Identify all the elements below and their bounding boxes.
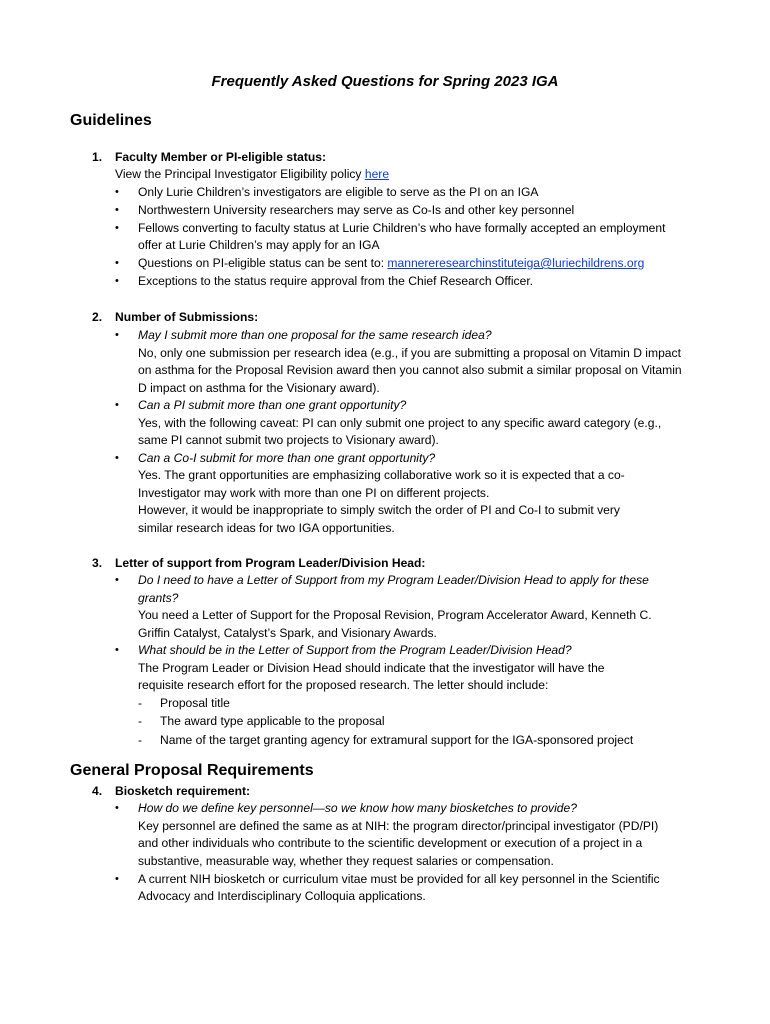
s3-answer-1-line-2: Griffin Catalyst, Catalyst’s Spark, and Visionary Awards. [138,626,437,640]
s1-bullet-1: Only Lurie Children’s investigators are eligible to serve as the PI on an IGA [138,185,539,199]
section-3-number: 3. [92,556,103,570]
s3-list-item-2: The award type applicable to the proposal [160,714,385,728]
bullet: • [115,275,119,287]
section-1-number: 1. [92,150,103,164]
s2-answer-1-line-1: No, only one submission per research idea (e.g., if you are submitting a proposal on Vitamin D impact [138,346,681,360]
s2-answer-1-line-2: on asthma for the Proposal Revision award then you cannot also submit a similar proposal on Vitamin [138,363,682,377]
eligibility-email-link[interactable]: mannereresearchinstituteiga@luriechildrens.org [387,256,645,270]
s3-question-2: What should be in the Letter of Support from the Program Leader/Division Head? [138,643,572,657]
document-title: Frequently Asked Questions for Spring 2023 IGA [211,73,559,90]
dash-marker: - [138,714,143,728]
section-3-label: Letter of support from Program Leader/Division Head: [115,556,426,570]
s2-question-1: May I submit more than one proposal for the same research idea? [138,328,492,342]
general-requirements-heading: General Proposal Requirements [70,762,314,779]
s2-answer-2-line-2: same PI cannot submit two projects to Visionary award). [138,433,439,447]
s2-answer-1-line-3: D impact on asthma for the Visionary award). [138,381,380,395]
dash-marker: - [138,696,143,710]
s2-answer-2-line-1: Yes, with the following caveat: PI can only submit one project to any specific award category (e.g., [138,416,662,430]
section-1-label: Faculty Member or PI-eligible status: [115,150,327,164]
section-1-intro [115,166,389,184]
bullet: • [115,329,119,341]
s4-question-1: How do we define key personnel—so we know how many biosketches to provide? [138,801,577,815]
bullet: • [115,644,119,656]
section-4-label: Biosketch requirement: [115,784,251,798]
section-2-number: 2. [92,310,103,324]
s3-list-item-1: Proposal title [160,696,230,710]
s3-answer-1-line-1: You need a Letter of Support for the Proposal Revision, Program Accelerator Award, Kenneth C. [138,608,652,622]
bullet: • [115,204,119,216]
s3-list-item-3: Name of the target granting agency for extramural support for the IGA-sponsored project [160,733,634,747]
s1-bullet-3-line-2: offer at Lurie Children’s may apply for an IGA [138,238,380,252]
bullet: • [115,399,119,411]
section-2-label: Number of Submissions: [115,310,259,324]
s4-bullet-2-line-2: Advocacy and Interdisciplinary Colloquia applications. [138,889,426,903]
bullet: • [115,222,119,234]
bullet: • [115,257,119,269]
bullet: • [115,452,119,464]
s2-question-2: Can a PI submit more than one grant opportunity? [138,398,407,412]
s4-answer-1-line-2: and other individuals who contribute to the scientific development or execution of a project in a [138,836,643,850]
s1-bullet-2: Northwestern University researchers may serve as Co-Is and other key personnel [138,203,575,217]
bullet: • [115,574,119,586]
guidelines-heading: Guidelines [70,112,152,129]
bullet: • [115,802,119,814]
s4-bullet-2-line-1: A current NIH biosketch or curriculum vitae must be provided for all key personnel in the Scientific [138,872,660,886]
dash-marker: - [138,733,143,747]
s2-question-3: Can a Co-I submit for more than one grant opportunity? [138,451,436,465]
s2-answer-3-line-1: Yes. The grant opportunities are emphasizing collaborative work so it is expected that a co- [138,468,625,482]
s3-question-1-line-2: grants? [138,591,179,605]
s1-bullet-4-text: Questions on PI-eligible status can be sent to: [138,256,388,270]
s3-question-1-line-1: Do I need to have a Letter of Support from my Program Leader/Division Head to apply for these [138,573,649,587]
s3-answer-2-line-1: The Program Leader or Division Head should indicate that the investigator will have the [138,661,605,675]
s2-answer-3-line-4: similar research ideas for two IGA opportunities. [138,521,395,535]
s1-bullet-3-line-1: Fellows converting to faculty status at Lurie Children’s who have formally accepted an employment [138,221,666,235]
s1-bullet-5: Exceptions to the status require approval from the Chief Research Officer. [138,274,534,288]
s4-answer-1-line-3: substantive, measurable way, whether they request salaries or compensation. [138,854,554,868]
s3-answer-2-line-2: requisite research effort for the proposed research. The letter should include: [138,678,549,692]
s2-answer-3-line-2: Investigator may work with more than one PI on different projects. [138,486,490,500]
s4-answer-1-line-1: Key personnel are defined the same as at NIH: the program director/principal investigator (PD/PI) [138,819,659,833]
s2-answer-3-line-3: However, it would be inappropriate to simply switch the order of PI and Co-I to submit very [138,503,620,517]
section-4-number: 4. [92,784,103,798]
section-1-intro-text: View the Principal Investigator Eligibility policy [115,167,365,181]
s1-bullet-4 [138,255,708,273]
bullet: • [115,186,119,198]
bullet: • [115,873,119,885]
eligibility-policy-link[interactable]: here [364,167,390,181]
